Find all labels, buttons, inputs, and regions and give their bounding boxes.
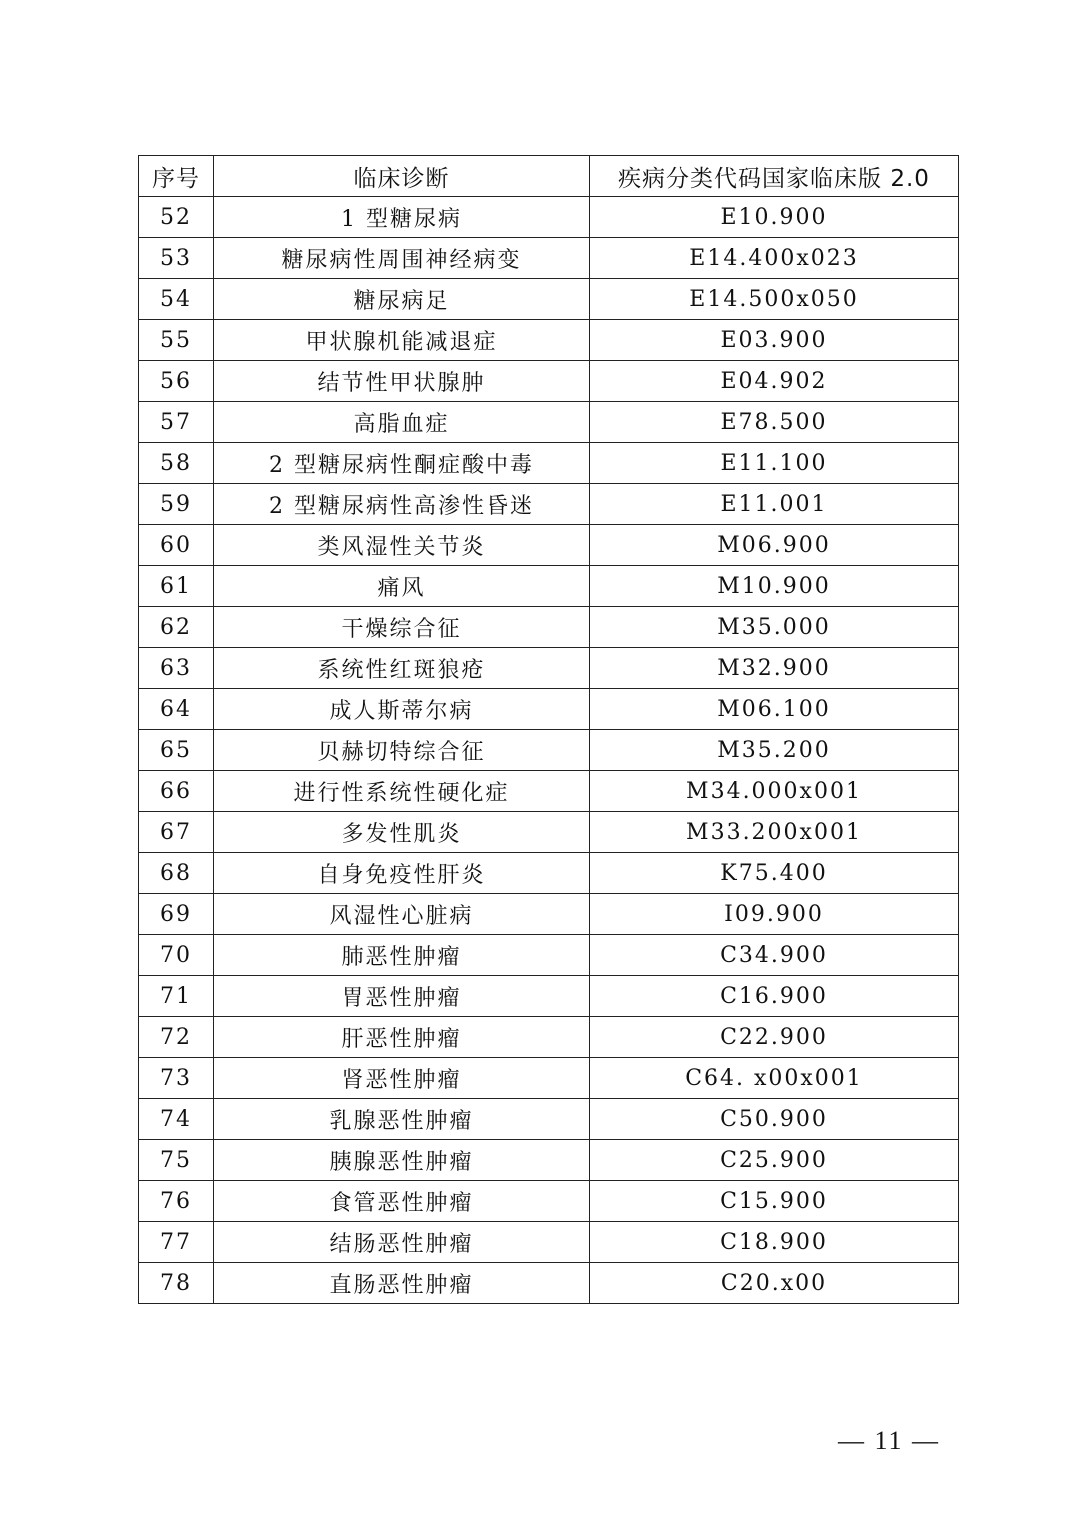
cell-serial-number: 52 (139, 197, 214, 238)
cell-serial-number: 68 (139, 853, 214, 894)
header-serial-number: 序号 (139, 156, 214, 197)
cell-disease-code: M06.100 (590, 689, 959, 730)
cell-disease-code: E14.500x050 (590, 279, 959, 320)
cell-serial-number: 76 (139, 1181, 214, 1222)
table-row (139, 361, 959, 402)
cell-disease-code: C16.900 (590, 976, 959, 1017)
cell-disease-code: E11.100 (590, 443, 959, 484)
cell-clinical-diagnosis: 2 型糖尿病性酮症酸中毒 (214, 443, 590, 484)
table-row (139, 648, 959, 689)
cell-clinical-diagnosis: 糖尿病性周围神经病变 (214, 238, 590, 279)
cell-disease-code: E78.500 (590, 402, 959, 443)
cell-clinical-diagnosis: 胃恶性肿瘤 (214, 976, 590, 1017)
cell-serial-number: 70 (139, 935, 214, 976)
cell-clinical-diagnosis: 肺恶性肿瘤 (214, 935, 590, 976)
table-row (139, 853, 959, 894)
cell-clinical-diagnosis: 糖尿病足 (214, 279, 590, 320)
cell-serial-number: 59 (139, 484, 214, 525)
cell-disease-code: C22.900 (590, 1017, 959, 1058)
cell-serial-number: 60 (139, 525, 214, 566)
table-row (139, 689, 959, 730)
table-row (139, 812, 959, 853)
cell-disease-code: E03.900 (590, 320, 959, 361)
header-clinical-diagnosis: 临床诊断 (214, 156, 590, 197)
cell-clinical-diagnosis: 肝恶性肿瘤 (214, 1017, 590, 1058)
cell-disease-code: C64. x00x001 (590, 1058, 959, 1099)
cell-serial-number: 58 (139, 443, 214, 484)
table-row (139, 771, 959, 812)
cell-clinical-diagnosis: 自身免疫性肝炎 (214, 853, 590, 894)
table-row (139, 894, 959, 935)
cell-serial-number: 54 (139, 279, 214, 320)
cell-serial-number: 55 (139, 320, 214, 361)
cell-serial-number: 64 (139, 689, 214, 730)
cell-disease-code: C15.900 (590, 1181, 959, 1222)
cell-serial-number: 75 (139, 1140, 214, 1181)
cell-clinical-diagnosis: 高脂血症 (214, 402, 590, 443)
table-row (139, 1058, 959, 1099)
cell-disease-code: M35.200 (590, 730, 959, 771)
table-row (139, 1017, 959, 1058)
table-row (139, 197, 959, 238)
cell-serial-number: 69 (139, 894, 214, 935)
cell-serial-number: 57 (139, 402, 214, 443)
cell-serial-number: 66 (139, 771, 214, 812)
table-row (139, 607, 959, 648)
cell-clinical-diagnosis: 食管恶性肿瘤 (214, 1181, 590, 1222)
cell-serial-number: 78 (139, 1263, 214, 1304)
cell-clinical-diagnosis: 胰腺恶性肿瘤 (214, 1140, 590, 1181)
cell-serial-number: 53 (139, 238, 214, 279)
table-row (139, 238, 959, 279)
table-row (139, 279, 959, 320)
cell-disease-code: E10.900 (590, 197, 959, 238)
table-row (139, 935, 959, 976)
cell-disease-code: M34.000x001 (590, 771, 959, 812)
cell-serial-number: 74 (139, 1099, 214, 1140)
cell-clinical-diagnosis: 痛风 (214, 566, 590, 607)
cell-clinical-diagnosis: 风湿性心脏病 (214, 894, 590, 935)
cell-clinical-diagnosis: 类风湿性关节炎 (214, 525, 590, 566)
cell-clinical-diagnosis: 肾恶性肿瘤 (214, 1058, 590, 1099)
cell-disease-code: E14.400x023 (590, 238, 959, 279)
cell-serial-number: 77 (139, 1222, 214, 1263)
cell-disease-code: M33.200x001 (590, 812, 959, 853)
table-header-row (139, 156, 959, 197)
table-row (139, 1099, 959, 1140)
cell-disease-code: C50.900 (590, 1099, 959, 1140)
cell-clinical-diagnosis: 干燥综合征 (214, 607, 590, 648)
cell-disease-code: E04.902 (590, 361, 959, 402)
table-row (139, 1140, 959, 1181)
cell-clinical-diagnosis: 成人斯蒂尔病 (214, 689, 590, 730)
cell-clinical-diagnosis: 1 型糖尿病 (214, 197, 590, 238)
cell-disease-code: C18.900 (590, 1222, 959, 1263)
cell-clinical-diagnosis: 直肠恶性肿瘤 (214, 1263, 590, 1304)
cell-disease-code: M32.900 (590, 648, 959, 689)
cell-clinical-diagnosis: 2 型糖尿病性高渗性昏迷 (214, 484, 590, 525)
cell-disease-code: C34.900 (590, 935, 959, 976)
cell-clinical-diagnosis: 贝赫切特综合征 (214, 730, 590, 771)
table-row (139, 320, 959, 361)
cell-clinical-diagnosis: 甲状腺机能减退症 (214, 320, 590, 361)
page-number: — 11 — (838, 1426, 941, 1455)
cell-serial-number: 71 (139, 976, 214, 1017)
cell-disease-code: K75.400 (590, 853, 959, 894)
table-row (139, 566, 959, 607)
cell-serial-number: 73 (139, 1058, 214, 1099)
cell-serial-number: 63 (139, 648, 214, 689)
cell-serial-number: 65 (139, 730, 214, 771)
cell-clinical-diagnosis: 多发性肌炎 (214, 812, 590, 853)
cell-serial-number: 56 (139, 361, 214, 402)
cell-disease-code: M10.900 (590, 566, 959, 607)
cell-disease-code: C20.x00 (590, 1263, 959, 1304)
table-row (139, 525, 959, 566)
table-row (139, 1222, 959, 1263)
cell-clinical-diagnosis: 结肠恶性肿瘤 (214, 1222, 590, 1263)
cell-disease-code: M06.900 (590, 525, 959, 566)
table-row (139, 1181, 959, 1222)
cell-clinical-diagnosis: 结节性甲状腺肿 (214, 361, 590, 402)
cell-serial-number: 61 (139, 566, 214, 607)
cell-disease-code: E11.001 (590, 484, 959, 525)
cell-clinical-diagnosis: 乳腺恶性肿瘤 (214, 1099, 590, 1140)
cell-disease-code: I09.900 (590, 894, 959, 935)
cell-disease-code: M35.000 (590, 607, 959, 648)
table-row (139, 402, 959, 443)
table-row (139, 1263, 959, 1304)
table-body (139, 197, 959, 1304)
cell-serial-number: 62 (139, 607, 214, 648)
cell-serial-number: 67 (139, 812, 214, 853)
cell-clinical-diagnosis: 系统性红斑狼疮 (214, 648, 590, 689)
cell-clinical-diagnosis: 进行性系统性硬化症 (214, 771, 590, 812)
cell-disease-code: C25.900 (590, 1140, 959, 1181)
table-row (139, 484, 959, 525)
table-row (139, 730, 959, 771)
header-disease-code: 疾病分类代码国家临床版 2.0 (590, 156, 959, 197)
cell-serial-number: 72 (139, 1017, 214, 1058)
disease-code-table (138, 155, 959, 1304)
table-row (139, 443, 959, 484)
table-row (139, 976, 959, 1017)
